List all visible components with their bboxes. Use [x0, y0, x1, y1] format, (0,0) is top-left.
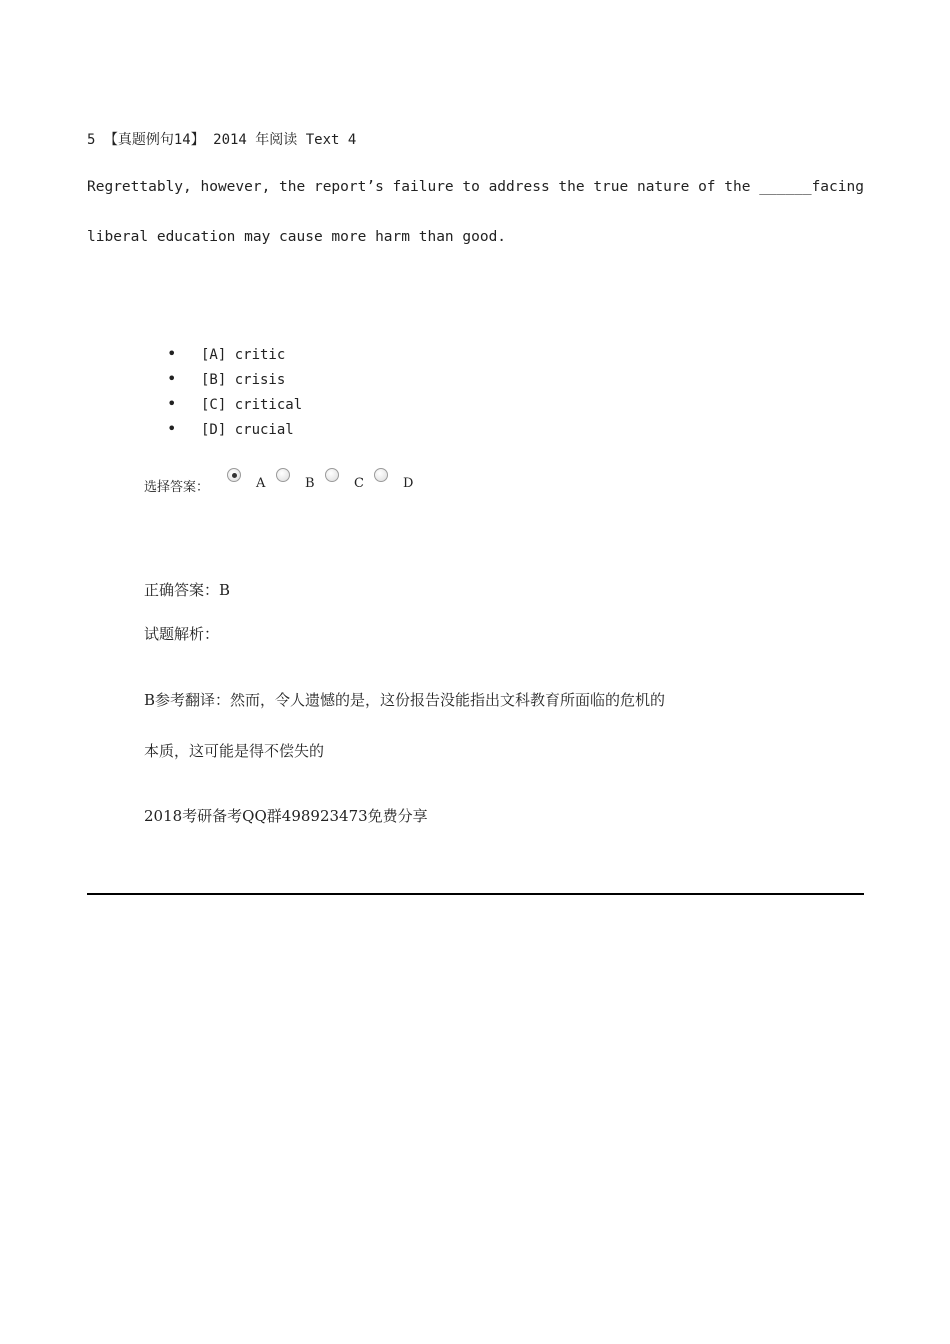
question-stem-line-2: liberal education may cause more harm than good.	[87, 229, 507, 245]
radio-label-c: C	[354, 476, 364, 491]
option-item	[167, 369, 302, 394]
bullet-icon: •	[167, 344, 177, 363]
bullet-icon: •	[167, 369, 177, 388]
radio-option-c[interactable]	[325, 468, 339, 482]
option-text: [A] critic	[201, 347, 286, 363]
bullet-icon: •	[167, 419, 177, 438]
option-text: [C] critical	[201, 397, 303, 413]
analysis-label: 试题解析：	[144, 625, 220, 643]
radio-label-a: A	[256, 476, 266, 491]
bullet-icon: •	[167, 394, 177, 413]
question-header: 5 【真题例句14】 2014 年阅读 Text 4	[87, 132, 357, 148]
option-item	[167, 419, 302, 444]
translation-line-1: B参考翻译：然而，令人遗憾的是，这份报告没能指出文科教育所面临的危机的	[144, 691, 666, 709]
correct-answer: 正确答案：B	[144, 581, 231, 599]
option-item	[167, 344, 302, 369]
promo-text: 2018考研备考QQ群498923473免费分享	[144, 807, 428, 825]
choose-answer-label: 选择答案：	[144, 480, 210, 495]
radio-option-d[interactable]	[374, 468, 388, 482]
question-stem-line-1: Regrettably, however, the report’s failure to address the true nature of the ______facing	[87, 179, 864, 195]
option-text: [B] crisis	[201, 372, 286, 388]
option-text: [D] crucial	[201, 422, 294, 438]
option-item	[167, 394, 302, 419]
radio-option-a[interactable]	[227, 468, 241, 482]
translation-line-2: 本质，这可能是得不偿失的	[144, 742, 325, 760]
radio-label-b: B	[305, 476, 315, 491]
radio-label-d: D	[403, 476, 414, 491]
divider	[87, 893, 864, 895]
radio-option-b[interactable]	[276, 468, 290, 482]
options-list	[167, 344, 302, 444]
